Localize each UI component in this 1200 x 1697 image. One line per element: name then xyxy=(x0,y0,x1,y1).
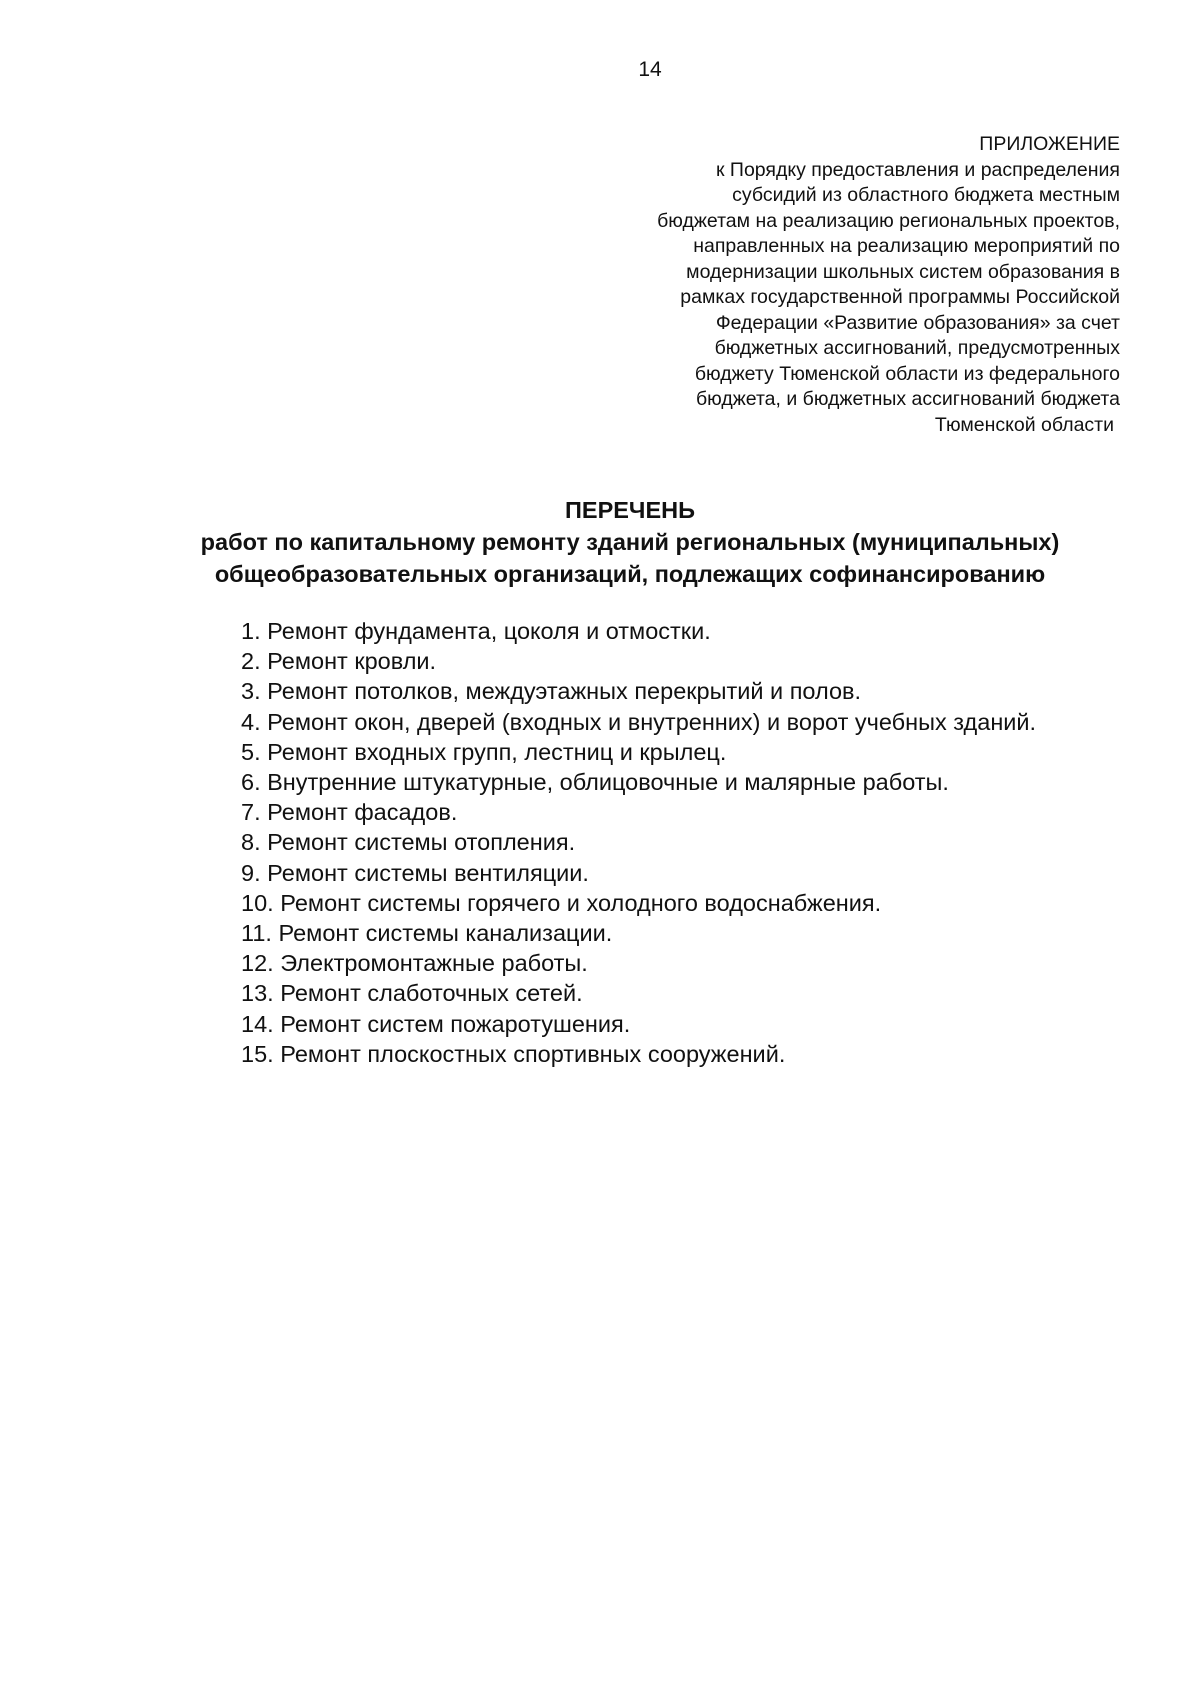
list-item: 5. Ремонт входных групп, лестниц и крылец. xyxy=(241,738,727,765)
works-list xyxy=(241,616,1036,1069)
list-item: 14. Ремонт систем пожаротушения. xyxy=(241,1010,631,1037)
appendix-line: модернизации школьных систем образования в xyxy=(686,260,1120,283)
list-item: 11. Ремонт системы канализации. xyxy=(241,920,613,947)
list-item: 12. Электромонтажные работы. xyxy=(241,950,588,977)
list-item: 6. Внутренние штукатурные, облицовочные и малярные работы. xyxy=(241,769,949,796)
appendix-line: Федерации «Развитие образования» за счет xyxy=(715,311,1120,334)
list-item: 15. Ремонт плоскостных спортивных сооружений. xyxy=(241,1040,786,1067)
appendix-line: бюджета, и бюджетных ассигнований бюджета xyxy=(695,388,1120,410)
title-heading: ПЕРЕЧЕНЬ xyxy=(565,497,695,523)
page-number: 14 xyxy=(638,58,662,81)
appendix-heading: ПРИЛОЖЕНИЕ xyxy=(979,133,1120,155)
appendix-line: бюджетных ассигнований, предусмотренных xyxy=(714,337,1120,359)
list-item: 13. Ремонт слаботочных сетей. xyxy=(241,980,583,1007)
list-item: 9. Ремонт системы вентиляции. xyxy=(241,859,589,886)
appendix-line: Тюменской области xyxy=(934,413,1114,436)
appendix-line: направленных на реализацию мероприятий по xyxy=(693,235,1120,257)
appendix-line: бюджету Тюменской области из федерального xyxy=(694,362,1120,385)
list-item: 7. Ремонт фасадов. xyxy=(241,799,458,826)
appendix-line: к Порядку предоставления и распределения xyxy=(715,158,1120,181)
list-item: 8. Ремонт системы отопления. xyxy=(241,829,576,856)
document-title xyxy=(0,494,1200,590)
list-item: 10. Ремонт системы горячего и холодного водоснабжения. xyxy=(241,889,882,916)
appendix-line: бюджетам на реализацию региональных проектов, xyxy=(657,209,1120,232)
list-item: 4. Ремонт окон, дверей (входных и внутренних) и ворот учебных зданий. xyxy=(241,708,1037,735)
appendix-block xyxy=(560,132,1120,438)
appendix-line: субсидий из областного бюджета местным xyxy=(732,184,1120,206)
title-subtitle-line-2: общеобразовательных организаций, подлежащих софинансированию xyxy=(214,561,1046,587)
list-item: 2. Ремонт кровли. xyxy=(241,648,437,675)
list-item: 3. Ремонт потолков, междуэтажных перекрытий и полов. xyxy=(241,678,862,705)
appendix-line: рамках государственной программы Российской xyxy=(680,286,1120,308)
title-subtitle-line-1: работ по капитальному ремонту зданий региональных (муниципальных) xyxy=(200,529,1060,555)
list-item: 1. Ремонт фундамента, цоколя и отмостки. xyxy=(241,618,711,644)
